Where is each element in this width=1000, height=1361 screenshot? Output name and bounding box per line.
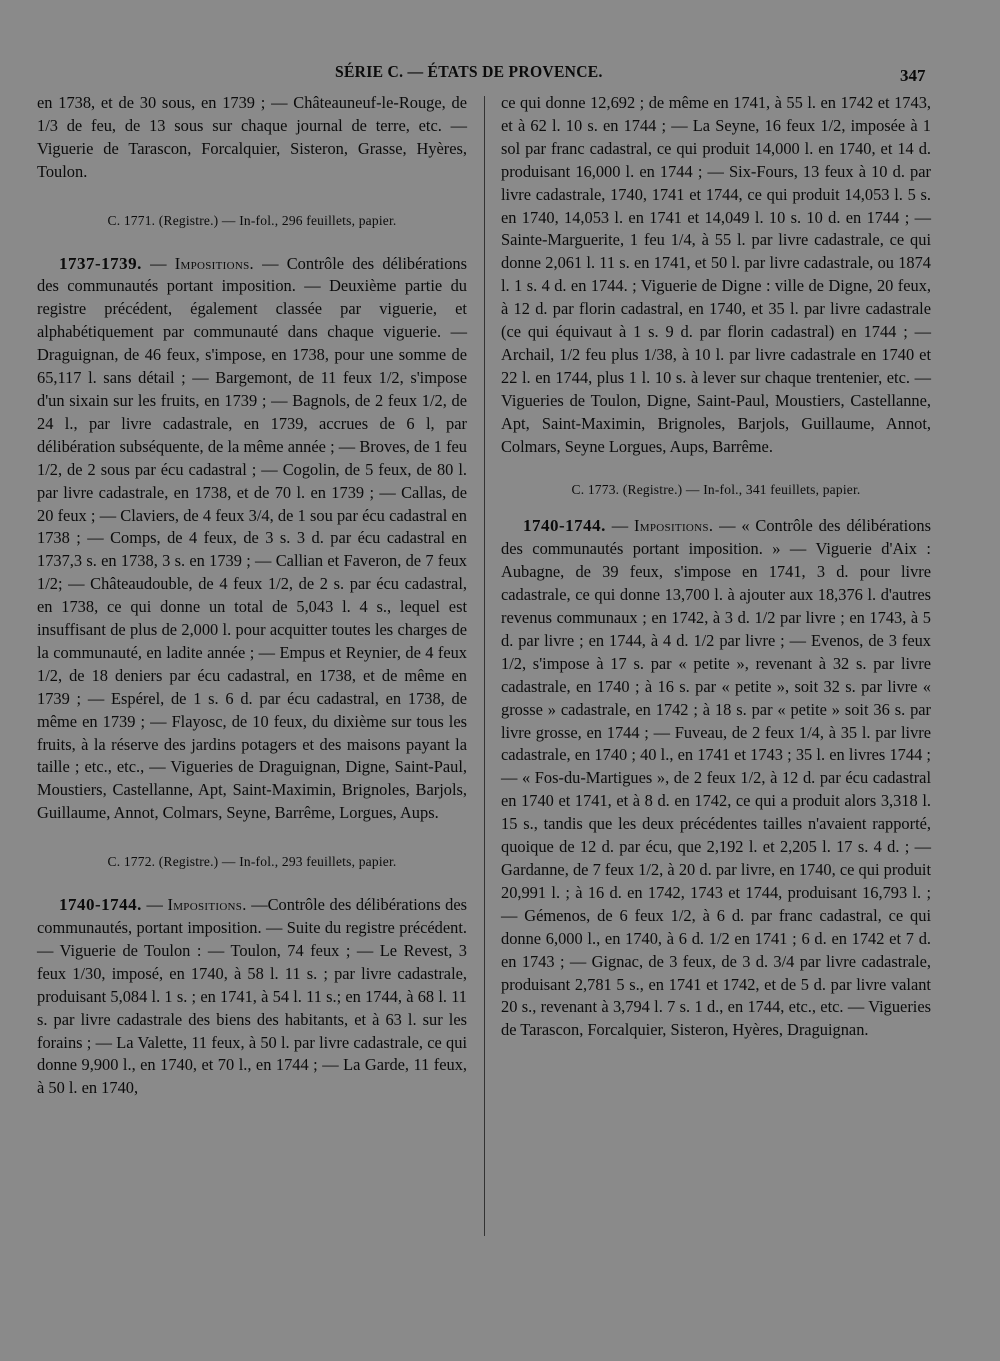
entry-text: —Contrôle des délibérations des communautés, portant imposition. — Suite du registre précédent. — Viguerie de Toulon : — Toulon, 74 feux ; — Le Revest, 3 feux 1/30, imposé, en 1740, à 58 l. 11 s. ; par livre cadastrale, produisant 5,084 l. 1 s. ; en 1741, à 54 l. 11 s.; en 1744, à 68 l. 11 s. par livre cadastrale des biens des habitants, et à 63 l. sur les forains ; — La Valette, 11 feux, à 50 l. par livre cadastrale, ce qui donne 9,900 l., en 1740, et 70 l., en 1744 ; — La Garde, 11 feux, à 50 l. en 1740, xyxy=(37,895,467,1098)
continuation-paragraph: ce qui donne 12,692 ; de même en 1741, à 55 l. en 1742 et 1743, et à 62 l. 10 s. en 1744 ; — La Seyne, 16 feux 1/2, imposée à 1 sol par franc cadastral, ce qui produit 14,000 l. en 1740, et 14 d. produisant 16,000 l. en 1744 ; — Six-Fours, 13 feux à 10 d. par livre cadastrale, 1740, 1741 et 1744, ce qui produit 14,053 l. 5 s. en 1740, 14,053 l. en 1741 et 14,049 l. 10 s. 10 d. en 1744 ; — Sainte-Marguerite, 1 feu 1/4, à 55 l. par livre cadastrale, ce qui donne 2,061 l. 11 s. en 1741, et 50 l. par livre cadastrale, ou 1874 l. 1 s. 4 d. en 1744. ; Viguerie de Digne : ville de Digne, 20 feux, à 12 d. par florin cadastral, en 1740, et 35 l. par livre cadastrale (ce qui équivaut à 1 s. 9 d. par florin cadastral) en 1744 ; — Archail, 1/2 feu plus 1/38, à 10 l. par livre cadastrale en 1740 et 22 l. en 1744, plus 1 l. 10 s. à lever sur chaque trentenier, etc. — Vigueries de Toulon, Digne, Saint-Paul, Moustiers, Castellanne, Apt, Saint-Maximin, Brignoles, Barjols, Guillaume, Annot, Colmars, Seyne Lorgues, Aups, Barrême. xyxy=(501,93,931,456)
left-column xyxy=(37,92,467,1100)
entry-subject: Impositions. xyxy=(174,253,254,273)
entry-text: — Contrôle des délibérations des communautés portant imposition. — Deuxième partie du registre précédent, également classée par viguerie, et alphabétiquement par communauté dans chaque viguerie. — Draguignan, de 46 feux, s'impose, en 1738, pour une somme de 65,117 l. sans détail ; — Bargemont, de 11 feux 1/2, s'impose d'un sixain sur les fruits, en 1739 ; — Bagnols, de 2 feux 1/2, de 24 l., par livre cadastrale, en 1739, accrues de 6 l, par délibération subséquente, de la même année ; — Broves, de 1 feu 1/2, de 2 sous par écu cadastral ; — Cogolin, de 5 feux, de 80 l. par livre cadastrale, en 1738, et de 70 l. en 1739 ; — Callas, de 20 feux ; — Claviers, de 4 feux 3/4, de 1 sou par écu cadastral en 1738 ; — Comps, de 4 feux, de 3 s. 3 d. par écu cadastral en 1737,3 s. en 1738, 3 s. en 1739 ; — Callian et Faveron, de 7 feux 1/2; — Châteaudouble, de 4 feux 1/2, de 2 s. par écu cadastral, en 1738, ce qui donne un total de 5,043 l. 4 s., lequel est insuffisant de plus de 2,000 l. pour acquitter toutes les charges de la communauté, en ladite année ; — Empus et Reynier, de 4 feux 1/2, de 18 deniers par écu cadastral, en 1738, et de même en 1739 ; — Espérel, de 1 s. 6 d. par écu cadastral, en 1738, de même en 1739 ; — Flayosc, de 10 feux, du dixième sur tous les fruits, à la réserve des jardins potagers et des maisons payant la taille ; etc., etc., — Vigueries de Draguignan, Digne, Saint-Paul, Moustiers, Castellanne, Apt, Saint-Maximin, Brignoles, Barjols, Guillaume, Annot, Colmars, Seyne, Barrême, Lorgues, Aups. xyxy=(37,253,467,823)
page-number: 347 xyxy=(900,66,926,85)
entry-c1772: 1740-1744. — Impositions. —Contrôle des délibérations des communautés, portant imposition. — Suite du registre précédent. — Viguerie de Toulon : — Toulon, 74 feux ; — Le Revest, 3 feux 1/30, imposé, en 1740, à 58 l. 11 s. ; par livre cadastrale, produisant 5,084 l. 1 s. ; en 1741, à 54 l. 11 s.; en 1744, à 68 l. 11 s. par livre cadastrale des biens des habitants, et à 63 l. sur les forains ; — La Valette, 11 feux, à 50 l. par livre cadastrale, ce qui donne 9,900 l., en 1740, et 70 l., en 1744 ; — La Garde, 11 feux, à 50 l. en 1740, xyxy=(37,895,467,1098)
right-column xyxy=(501,92,931,1042)
entry-c1771: 1737-1739. — Impositions. — Contrôle des délibérations des communautés portant imposition. — Deuxième partie du registre précédent, également classée par viguerie, et alphabétiquement par communauté dans chaque viguerie. — Draguignan, de 46 feux, s'impose, en 1738, pour une somme de 65,117 l. sans détail ; — Bargemont, de 11 feux 1/2, s'impose d'un sixain sur les fruits, en 1739 ; — Bagnols, de 2 feux 1/2, de 24 l., par livre cadastrale, en 1739, accrues de 6 l, par délibération subséquente, de la même année ; — Broves, de 1 feu 1/2, de 2 sous par écu cadastral ; — Cogolin, de 5 feux, de 80 l. par livre cadastrale, en 1738, et de 70 l. en 1739 ; — Callas, de 20 feux ; — Claviers, de 4 feux 3/4, de 1 sou par écu cadastral en 1738 ; — Comps, de 4 feux, de 3 s. 3 d. par écu cadastral en 1737,3 s. en 1738, 3 s. en 1739 ; — Callian et Faveron, de 7 feux 1/2; — Châteaudouble, de 4 feux 1/2, de 2 s. par écu cadastral, en 1738, ce qui donne un total de 5,043 l. 4 s., lequel est insuffisant de plus de 2,000 l. pour acquitter toutes les charges de la communauté, en ladite année ; — Empus et Reynier, de 4 feux 1/2, de 18 deniers par écu cadastral, en 1738, et de même en 1739 ; — Espérel, de 1 s. 6 d. par écu cadastral, en 1738, de même en 1739 ; — Flayosc, de 10 feux, du dixième sur tous les fruits, à la réserve des jardins potagers et des maisons payant la taille ; etc., etc., — Vigueries de Draguignan, Digne, Saint-Paul, Moustiers, Castellanne, Apt, Saint-Maximin, Brignoles, Barjols, Guillaume, Annot, Colmars, Seyne, Barrême, Lorgues, Aups. xyxy=(37,253,467,823)
entry-text: — « Contrôle des délibérations des communautés portant imposition. » — Viguerie d'Aix : Aubagne, de 39 feux, s'impose en 1741, 3 d. pour livre cadastrale, ce qui donne 13,700 l. à ajouter aux 18,376 l. d'autres revenus communaux ; en 1742, à 3 d. 1/2 par livre ; en 1743, à 5 d. par livre ; en 1744, à 4 d. 1/2 par livre ; — Evenos, de 3 feux 1/2, s'impose à 17 s. par « petite », revenant à 32 s. par livre cadastrale, en 1740 ; à 16 s. par « petite », soit 32 s. par livre « grosse » cadastrale, en 1742 ; à 18 s. par « petite » soit 36 s. par livre grosse, en 1744 ; — Fuveau, de 2 feux 1/4, à 35 l. par livre cadastrale, en 1740 ; 40 l., en 1741 et 1743 ; 35 l. en livres 1744 ; — « Fos-du-Martigues », de 2 feux 1/2, à 12 d. par écu cadastral en 1740 et 1741, et à 8 d. en 1742, ce qui a produit alors 3,318 l. 15 s., tandis que les deux précédentes tailles n'avaient rapporté, quoique de 12 d. par écu, que 2,192 l. et 2,205 l. 17 s. 4 d. ; — Gardanne, de 7 feux 1/2, à 20 d. par livre, en 1740, ce qui produit 20,991 l. ; à 16 d. en 1742, 1743 et 1744, produisant 16,793 l. ; — Gémenos, de 6 feux 1/2, à 6 d. par franc cadastral, ce qui donne 6,000 l., en 1740, à 6 d. 1/2 en 1741 ; 6 d. en 1742 et 7 d. en 1743 ; — Gignac, de 3 feux, de 3 d. 3/4 par livre cadastrale, produisant 2,781 5 s., en 1741 et 1742, et de 5 d. par livre valant 20 s., revenant à 3,794 l. 7 s. 1 d., en 1744, etc., etc. — Vigueries de Tarascon, Forcalquier, Sisteron, Hyères, Draguignan. xyxy=(501,516,931,1040)
call-number-c1773: C. 1773. (Registre.) — In-fol., 341 feuillets, papier. xyxy=(571,481,861,497)
entry-c1773: 1740-1744. — Impositions. — « Contrôle des délibérations des communautés portant imposition. » — Viguerie d'Aix : Aubagne, de 39 feux, s'impose en 1741, 3 d. pour livre cadastrale, ce qui donne 13,700 l. à ajouter aux 18,376 l. d'autres revenus communaux ; en 1742, à 3 d. 1/2 par livre ; en 1743, à 5 d. par livre ; en 1744, à 4 d. 1/2 par livre ; — Evenos, de 3 feux 1/2, s'impose à 17 s. par « petite », revenant à 32 s. par livre cadastrale, en 1740 ; à 16 s. par « petite », soit 32 s. par livre « grosse » cadastrale, en 1742 ; à 18 s. par « petite » soit 36 s. par livre grosse, en 1744 ; — Fuveau, de 2 feux 1/4, à 35 l. par livre cadastrale, en 1740 ; 40 l., en 1741 et 1743 ; 35 l. en livres 1744 ; — « Fos-du-Martigues », de 2 feux 1/2, à 12 d. par écu cadastral en 1740 et 1741, et à 8 d. en 1742, ce qui a produit alors 3,318 l. 15 s., tandis que les deux précédentes tailles n'avaient rapporté, quoique de 12 d. par écu, que 2,192 l. et 2,205 l. 17 s. 4 d. ; — Gardanne, de 7 feux 1/2, à 20 d. par livre, en 1740, ce qui produit 20,991 l. ; à 16 d. en 1742, 1743 et 1744, produisant 16,793 l. ; — Gémenos, de 6 feux 1/2, à 6 d. par franc cadastral, ce qui donne 6,000 l., en 1740, à 6 d. 1/2 en 1741 ; 6 d. en 1742 et 7 d. en 1743 ; — Gignac, de 3 feux, de 3 d. 3/4 par livre cadastrale, produisant 2,781 5 s., en 1741 et 1742, et de 5 d. par livre valant 20 s., revenant à 3,794 l. 7 s. 1 d., en 1744, etc., etc. — Vigueries de Tarascon, Forcalquier, Sisteron, Hyères, Draguignan. xyxy=(501,516,931,1040)
entry-date: 1740-1744. xyxy=(59,895,142,915)
entry-date: 1737-1739. xyxy=(59,253,142,273)
call-number-c1772: C. 1772. (Registre.) — In-fol., 293 feuillets, papier. xyxy=(107,854,397,870)
entry-subject: Impositions. xyxy=(167,895,247,915)
entry-subject: Impositions. xyxy=(634,516,714,536)
column-divider xyxy=(484,96,485,1236)
running-title: SÉRIE C. — ÉTATS DE PROVENCE. xyxy=(335,62,603,81)
entry-date: 1740-1744. xyxy=(523,516,606,536)
call-number-c1771: C. 1771. (Registre.) — In-fol., 296 feuillets, papier. xyxy=(107,212,397,228)
continuation-paragraph: en 1738, et de 30 sous, en 1739 ; — Châteauneuf-le-Rouge, de 1/3 de feu, de 13 sous sur chaque journal de terre, etc. — Viguerie de Tarascon, Forcalquier, Sisteron, Grasse, Hyères, Toulon. xyxy=(37,93,467,181)
